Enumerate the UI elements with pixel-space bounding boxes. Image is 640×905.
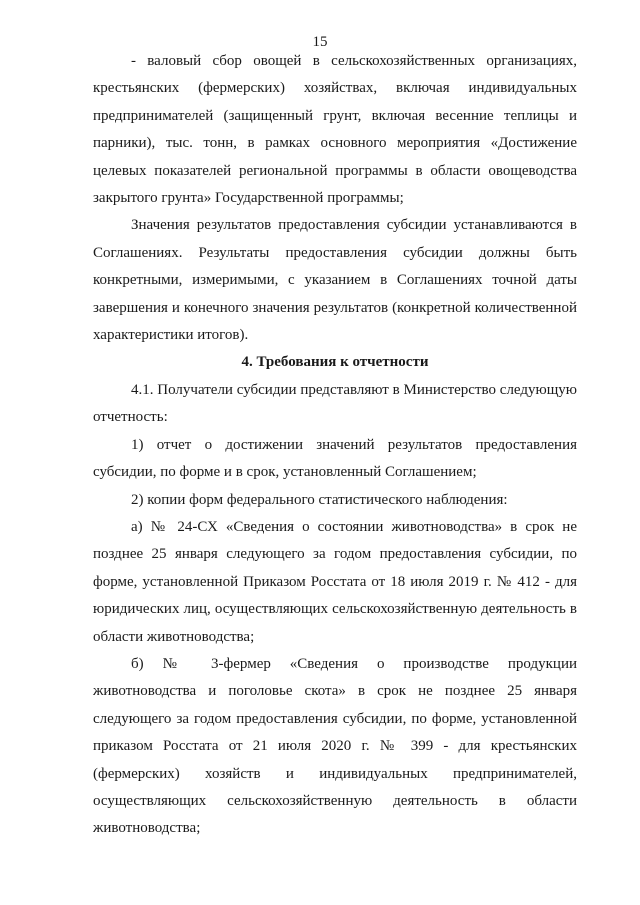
paragraph-form-a: а) № 24-СХ «Сведения о состоянии животноводства» в срок не позднее 25 января следующего за годом предоставления субсидии, по форме, установленной Приказом Росстата от 18 июля 2019 г. № 412 - для юридических лиц, осуществляющих сельскохозяйственную деятельность в области животноводства;: [93, 518, 577, 645]
paragraph-report-2: 2) копии форм федерального статистического наблюдения:: [131, 491, 508, 508]
paragraph-4-1: 4.1. Получатели субсидии представляют в Министерство следующую отчетность:: [93, 381, 577, 426]
paragraph-subsidy-results: Значения результатов предоставления субсидии устанавливаются в Соглашениях. Результаты предоставления субсидии должны быть конкретными, измеримыми, с указанием в Соглашениях точной даты завершения и конечного значения результатов (конкретной количественной характеристики итогов).: [93, 217, 577, 344]
section-heading: 4. Требования к отчетности: [241, 354, 429, 371]
paragraph-report-1: 1) отчет о достижении значений результатов предоставления субсидии, по форме и в срок, установленный Соглашением;: [93, 436, 577, 481]
paragraph-vegetable-harvest: - валовый сбор овощей в сельскохозяйственных организациях, крестьянских (фермерских) хозяйствах, включая индивидуальных предпринимателей (защищенный грунт, включая весенние теплицы и парники), тыс. тонн, в рамках основного мероприятия «Достижение целевых показателей региональной программы в области овощеводства закрытого грунта» Государственной программы;: [93, 53, 577, 207]
document-body: [93, 48, 577, 843]
page-number: 15: [312, 34, 328, 50]
paragraph-form-b: б) № 3-фермер «Сведения о производстве продукции животноводства и поголовье скота» в срок не позднее 25 января следующего за годом предоставления субсидии, по форме, установленной приказом Росстата от 21 июля 2020 г. № 399 - для крестьянских (фермерских) хозяйств и индивидуальных предпринимателей, осуществляющих сельскохозяйственную деятельность в области животноводства;: [93, 655, 577, 837]
